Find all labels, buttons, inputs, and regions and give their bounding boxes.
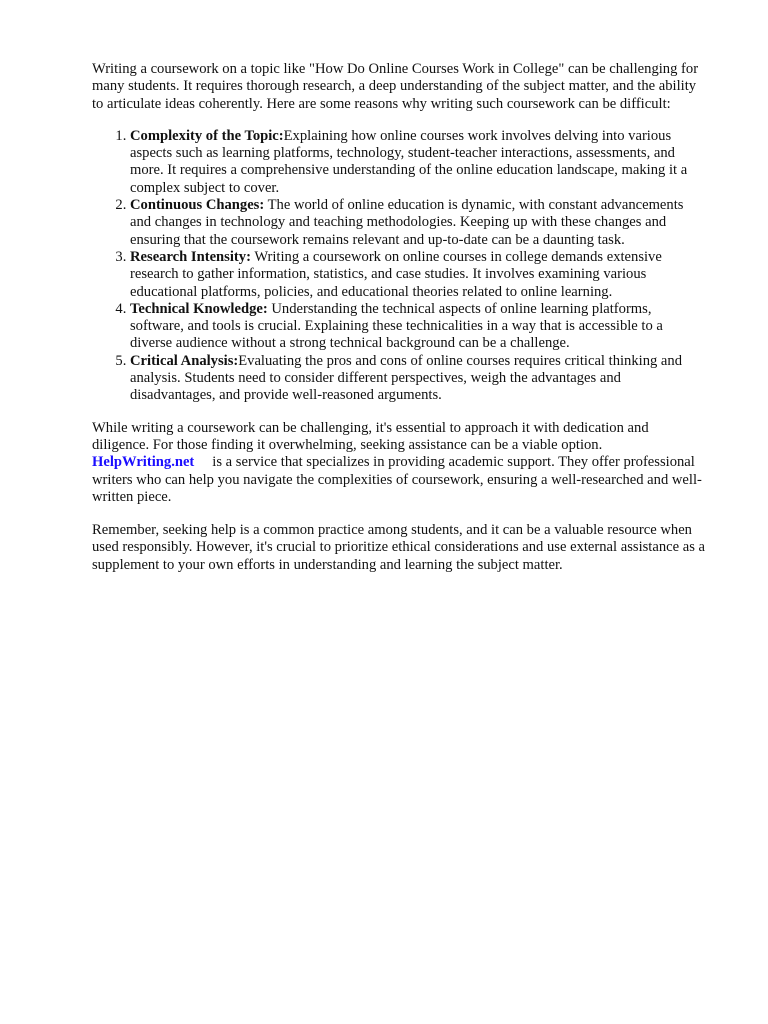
intro-paragraph: Writing a coursework on a topic like "How Do Online Courses Work in College" can be challenging for many students. It requires thorough research, a deep understanding of the subject matter, and the ability to articulate ideas coherently. Here are some reasons why writing such coursework can be difficult: [92, 61, 699, 112]
reason-term: Continuous Changes: [130, 197, 265, 214]
list-item [130, 353, 708, 405]
reason-text: Explaining how online courses work involves delving into various aspects such as learning platforms, technology, student-teacher interactions, assessments, and more. It requires a comprehensive understanding of the online education landscape, making it a complex subject to cover. [130, 127, 688, 196]
reason-text: Writing a coursework on online courses in college demands extensive research to gather information, statistics, and case studies. It involves examining various educational platforms, policies, and educational theories related to online learning. [130, 248, 662, 300]
list-item [130, 128, 708, 197]
assistance-paragraph [92, 420, 708, 506]
reason-text: Evaluating the pros and cons of online courses requires critical thinking and analysis. Students need to consider different perspectives, weigh the advantages and disadvantages, and provide well-reasoned arguments. [130, 352, 683, 404]
assistance-text-after: is a service that specializes in providing academic support. They offer professional writers who can help you navigate the complexities of coursework, ensuring a well-researched and well-written piece. [92, 454, 702, 505]
closing-paragraph: Remember, seeking help is a common practice among students, and it can be a valuable resource when used responsibly. However, it's crucial to prioritize ethical considerations and use external assistance as a supplement to your own efforts in understanding and learning the subject matter. [92, 522, 706, 573]
reason-term: Research Intensity: [130, 248, 251, 265]
reason-term: Technical Knowledge: [130, 300, 268, 317]
reasons-list [92, 128, 708, 405]
assistance-text-before: While writing a coursework can be challenging, it's essential to approach it with dedication and diligence. For those finding it overwhelming, seeking assistance can be a viable option. [92, 419, 649, 453]
list-item [130, 197, 708, 249]
reason-term: Complexity of the Topic: [130, 127, 284, 144]
list-item [130, 301, 708, 353]
helpwriting-link[interactable]: HelpWriting.net [92, 454, 195, 471]
reason-term: Critical Analysis: [130, 352, 239, 369]
reason-text: Understanding the technical aspects of online learning platforms, software, and tools is crucial. Explaining these technicalities in a way that is accessible to a diverse audience without a strong technical background can be a challenge. [130, 300, 663, 352]
list-item [130, 249, 708, 301]
reason-text: The world of online education is dynamic, with constant advancements and changes in technology and teaching methodologies. Keeping up with these changes and ensuring that the coursework remains relevant and up-to-date can be a daunting task. [130, 197, 684, 248]
